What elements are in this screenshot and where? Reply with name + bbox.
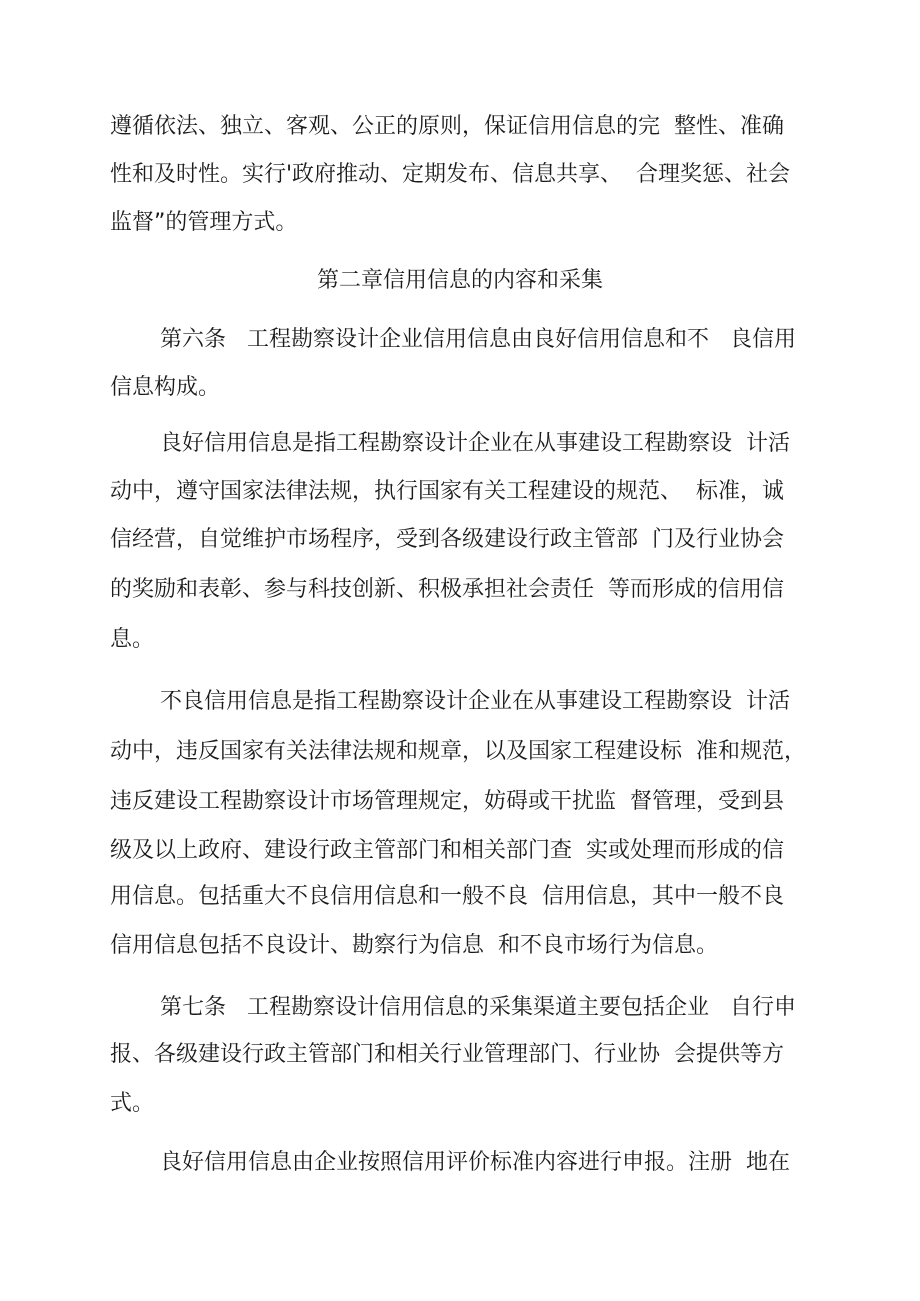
body-text-line: 息。 <box>110 627 155 652</box>
body-text-line: 报、各级建设行政主管部门和相关行业管理部门、行业协 会提供等方 <box>110 1042 784 1067</box>
body-text-line: 级及以上政府、建设行政主管部门和相关部门查 实或处理而形成的信 <box>110 838 784 863</box>
body-text-line: 遵循依法、独立、客观、公正的原则，保证信用信息的完 整性、准确 <box>110 114 784 139</box>
body-text-line: 信用信息包括不良设计、勘察行为信息 和不良市场行为信息。 <box>110 933 718 958</box>
paragraph-good-credit-report-line: 良好信用信息由企业按照信用评价标准内容进行申报。注册 地在 <box>160 1150 790 1175</box>
body-text-line: 信息构成。 <box>110 375 221 400</box>
body-text-line: 性和及时性。实行'政府推动、定期发布、信息共享、 合理奖惩、社会 <box>110 162 791 187</box>
body-text-line: 动中，遵守国家法律法规，执行国家有关工程建设的规范、 标准，诚 <box>110 479 784 504</box>
body-text-line: 监督”的管理方式。 <box>110 210 298 235</box>
body-text-line: 的奖励和表彰、参与科技创新、积极承担社会责任 等而形成的信用信 <box>110 577 784 602</box>
paragraph-bad-credit-line: 不良信用信息是指工程勘察设计企业在从事建设工程勘察设 计活 <box>160 689 790 714</box>
article-7-line: 第七条 工程勘察设计信用信息的采集渠道主要包括企业 自行申 <box>160 995 796 1020</box>
chapter-heading: 第二章信用信息的内容和采集 <box>316 268 603 293</box>
body-text-line: 信经营，自觉维护市场程序，受到各级建设行政主管部 门及行业协会 <box>110 527 784 552</box>
paragraph-good-credit-line: 良好信用信息是指工程勘察设计企业在从事建设工程勘察设 计活 <box>160 431 790 456</box>
body-text-line: 违反建设工程勘察设计市场管理规定，妨碍或干扰监 督管理，受到县 <box>110 789 784 814</box>
body-text-line: 用信息。包括重大不良信用信息和一般不良 信用信息，其中一般不良 <box>110 884 784 909</box>
article-6-line: 第六条 工程勘察设计企业信用信息由良好信用信息和不 良信用 <box>160 327 796 352</box>
body-text-line: 式。 <box>110 1091 155 1116</box>
body-text-line: 动中，违反国家有关法律法规和规章，以及国家工程建设标 准和规范， <box>110 739 806 764</box>
